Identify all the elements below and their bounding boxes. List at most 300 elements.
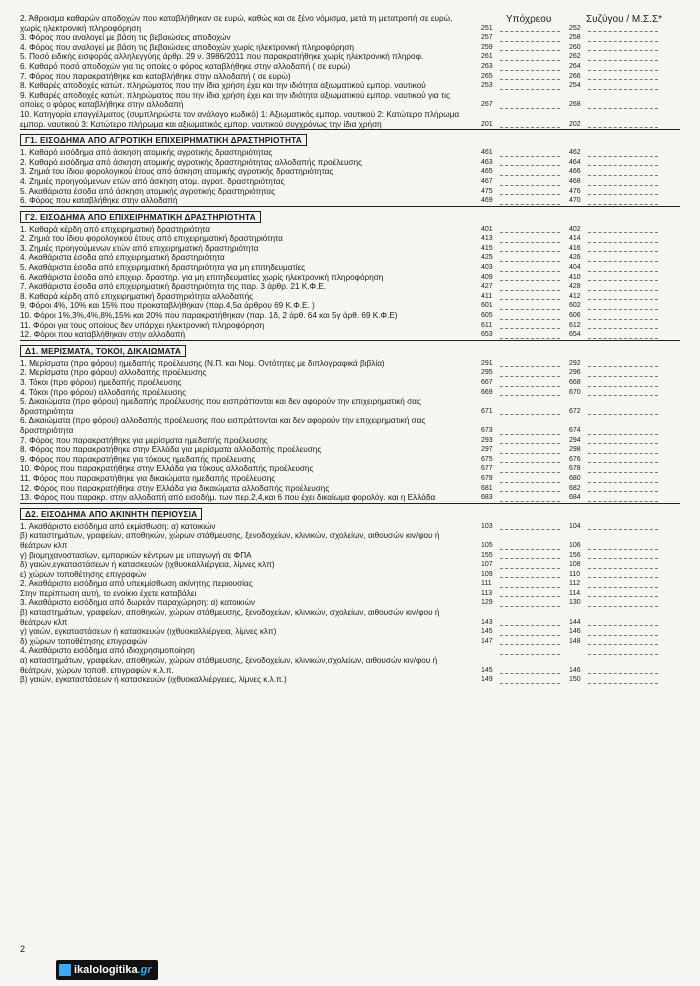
form-row bbox=[20, 91, 680, 110]
row-label: 10. Φόρος που παρακρατήθηκε στην Ελλάδα για τόκους αλλοδαπής προέλευσης bbox=[20, 464, 314, 474]
row-label: 8. Φόρος που παρακρατήθηκε στην Ελλάδα για μερίσματα αλλοδαπής προέλευσης bbox=[20, 445, 322, 455]
field-code-taxpayer: 113 bbox=[481, 589, 493, 597]
field-code-spouse: 464 bbox=[569, 158, 581, 166]
section-title: Γ1. ΕΙΣΟΔΗΜΑ ΑΠΟ ΑΓΡΟΤΙΚΗ ΕΠΙΧΕΙΡΗΜΑΤΙΚΗ ΔΡΑΣΤΗΡΙΟΤΗΤΑ bbox=[20, 134, 307, 146]
row-label: 1. Μερίσματα (προ φόρου) ημεδαπής προέλευσης (Ν.Π. και Νομ. Οντότητες με διπλογραφικά βιβλία) bbox=[20, 358, 385, 368]
field-code-taxpayer: 461 bbox=[481, 149, 493, 157]
form-row bbox=[20, 589, 680, 599]
field-code-taxpayer: 653 bbox=[481, 331, 493, 339]
row-fields bbox=[465, 272, 680, 282]
row-label: 5. Δικαιώματα (προ φόρου) ημεδαπής προέλευσης που εισπράττονται και δεν αφορούν την επιχειρηματική σας δραστηριότητα bbox=[20, 397, 421, 416]
row-fields bbox=[465, 387, 680, 397]
section-rule bbox=[20, 340, 680, 341]
field-code-spouse: 612 bbox=[569, 321, 581, 329]
row-fields bbox=[465, 243, 680, 253]
field-code-spouse: 146 bbox=[569, 666, 581, 674]
row-label: 10. Φόροι 1%,3%,4%,8%,15% και 20% που παρακρατήθηκαν (παρ. 1δ, 2 άρθ. 64 και 5γ άρθ. 69 Κ.Φ.Ε) bbox=[20, 311, 398, 321]
row-fields bbox=[465, 282, 680, 292]
row-fields bbox=[465, 62, 680, 72]
row-label: 4. Ακαθάριστο εισόδημα από ιδιοχρησιμοποίηση bbox=[20, 646, 195, 656]
amount-input-taxpayer[interactable] bbox=[500, 529, 560, 530]
row-fields bbox=[465, 445, 680, 455]
form-row bbox=[20, 234, 680, 244]
row-label: 3. Τόκοι (προ φόρου) ημεδαπής προέλευσης bbox=[20, 378, 182, 387]
col-header-spouse: Συζύγου / Μ.Σ.Σ* bbox=[586, 14, 663, 25]
row-fields bbox=[465, 71, 680, 81]
field-code-taxpayer: 601 bbox=[481, 302, 493, 310]
row-fields bbox=[465, 464, 680, 474]
form-row bbox=[20, 531, 680, 550]
row-label: 5. Ακαθάριστα έσοδα από επιχειρηματική δραστηριότητα για μη επιτηδευματίες bbox=[20, 263, 306, 273]
field-code-spouse: 106 bbox=[569, 541, 581, 549]
amount-input-taxpayer[interactable] bbox=[500, 127, 560, 128]
form-row bbox=[20, 187, 680, 197]
row-fields bbox=[465, 598, 680, 608]
field-code-taxpayer: 409 bbox=[481, 273, 493, 281]
row-label: 5. Ακαθάριστα έσοδα από άσκηση ατομικής αγροτικής δραστηριότητας bbox=[20, 186, 276, 196]
form-row bbox=[20, 579, 680, 589]
field-code-taxpayer: 415 bbox=[481, 244, 493, 252]
field-code-taxpayer: 129 bbox=[481, 599, 493, 607]
row-label: 10. Κατηγορία επαγγέλματος (συμπληρώστε τον ανάλογο κωδικό) 1: Αξιωματικός εμπορ. ναυτικού 2: Κατώτερο πλήρωμα εμπορ. ναυτικού 3: Κατώτερο πλήρωμα και αξιωματικός εμπορ. ναυτικού συγχρόνως την ίδια χρήση bbox=[20, 109, 460, 129]
row-fields bbox=[465, 42, 680, 52]
form-row bbox=[20, 493, 680, 503]
row-fields bbox=[465, 23, 680, 33]
field-code-spouse: 146 bbox=[569, 628, 581, 636]
row-fields bbox=[465, 301, 680, 311]
field-code-taxpayer: 669 bbox=[481, 388, 493, 396]
row-label: 4. Ζημιές προηγούμενων ετών από άσκηση ατομ. αγροτ. δραστηριότητας bbox=[20, 176, 285, 186]
field-code-taxpayer: 401 bbox=[481, 225, 493, 233]
page-number: 2 bbox=[20, 944, 26, 954]
form-row bbox=[20, 263, 680, 273]
row-fields bbox=[465, 148, 680, 158]
amount-input-spouse[interactable] bbox=[588, 204, 658, 205]
form-row bbox=[20, 158, 680, 168]
field-code-spouse: 466 bbox=[569, 168, 581, 176]
form-row bbox=[20, 646, 680, 656]
row-fields bbox=[465, 550, 680, 560]
amount-input-taxpayer[interactable] bbox=[500, 108, 560, 109]
row-fields bbox=[465, 627, 680, 637]
row-fields bbox=[465, 52, 680, 62]
form-row bbox=[20, 637, 680, 647]
field-code-taxpayer: 675 bbox=[481, 455, 493, 463]
field-code-taxpayer: 667 bbox=[481, 379, 493, 386]
row-fields bbox=[465, 541, 680, 551]
field-code-taxpayer: 681 bbox=[481, 484, 493, 492]
row-fields bbox=[465, 378, 680, 388]
amount-input-taxpayer[interactable] bbox=[500, 606, 560, 607]
row-fields bbox=[465, 291, 680, 301]
row-label: 1. Καθαρό εισόδημα από άσκηση ατομικής αγροτικής δραστηριότητας bbox=[20, 148, 273, 158]
field-code-taxpayer: 413 bbox=[481, 235, 493, 243]
row-fields bbox=[465, 167, 680, 177]
field-code-spouse: 296 bbox=[569, 369, 581, 377]
field-code-spouse: 150 bbox=[569, 676, 581, 684]
field-code-spouse: 682 bbox=[569, 484, 581, 492]
row-fields bbox=[465, 493, 680, 503]
amount-input-taxpayer[interactable] bbox=[500, 89, 560, 90]
form-row bbox=[20, 656, 680, 675]
row-fields bbox=[465, 224, 680, 234]
row-fields bbox=[465, 646, 680, 656]
field-code-taxpayer: 147 bbox=[481, 637, 493, 645]
field-code-spouse: 148 bbox=[569, 637, 581, 645]
row-fields bbox=[465, 196, 680, 206]
row-fields bbox=[465, 579, 680, 589]
row-fields bbox=[465, 358, 680, 368]
form-row bbox=[20, 167, 680, 177]
field-code-taxpayer: 467 bbox=[481, 177, 493, 185]
field-code-taxpayer: 263 bbox=[481, 62, 493, 70]
form-row bbox=[20, 110, 680, 129]
field-code-taxpayer: 403 bbox=[481, 264, 493, 272]
form-row bbox=[20, 62, 680, 72]
field-code-taxpayer: 201 bbox=[481, 120, 493, 128]
row-label: 9. Φόροι 4%, 10% και 15% που προκαταβλήθηκαν (παρ.4,5α άρθρου 69 Κ.Φ.Ε. ) bbox=[20, 301, 315, 311]
amount-input-taxpayer[interactable] bbox=[500, 654, 560, 655]
logo-icon bbox=[59, 964, 71, 976]
field-code-spouse: 670 bbox=[569, 388, 581, 396]
field-code-spouse: 268 bbox=[569, 101, 581, 109]
row-label: 13. Φόρος που παρακρ. στην αλλοδαπή από εισοδήμ. των περ.2,4,και 6 που έχει δικαίωμα φορολόγ. και η Ελλάδα bbox=[20, 493, 436, 503]
row-label: 2. Άθροισμα καθαρών αποδοχών που καταβλήθηκαν σε ευρώ, καθώς και σε ξένο νόμισμα, μετά τη μετατροπή σε ευρώ, χωρίς ηλεκτρονική πληροφόρηση bbox=[20, 14, 453, 33]
form-row bbox=[20, 43, 680, 53]
row-label: β) καταστημάτων, γραφείων, αποθηκών, χώρων στάθμευσης, ξενοδοχείων, κλινικών, σχολείων, αιθουσών κιν/φου ή θεάτρων κλπ bbox=[20, 531, 440, 550]
row-label: 7. Φόρος που παρακρατήθηκε για μερίσματα ημεδαπής προέλευσης bbox=[20, 435, 268, 445]
form-row bbox=[20, 301, 680, 311]
row-fields bbox=[465, 186, 680, 196]
row-fields bbox=[465, 330, 680, 340]
row-fields bbox=[465, 100, 680, 110]
field-code-spouse: 130 bbox=[569, 599, 581, 607]
row-fields bbox=[465, 474, 680, 484]
field-code-spouse: 672 bbox=[569, 407, 581, 415]
field-code-spouse: 110 bbox=[569, 570, 581, 578]
row-label: 12. Φόρος που παρακρατήθηκε στην Ελλάδα για δικαιώματα αλλοδαπής προέλευσης bbox=[20, 483, 330, 493]
row-label: 1. Καθαρά κέρδη από επιχειρηματική δραστηριότητα bbox=[20, 224, 211, 234]
field-code-spouse: 462 bbox=[569, 149, 581, 157]
field-code-taxpayer: 425 bbox=[481, 254, 493, 262]
field-code-spouse: 254 bbox=[569, 82, 581, 90]
row-label: 3. Ακαθάριστο εισόδημα από δωρεάν παραχώρηση: α) κατοικιών bbox=[20, 598, 255, 608]
field-code-taxpayer: 103 bbox=[481, 522, 493, 530]
row-fields bbox=[465, 588, 680, 598]
form-row bbox=[20, 608, 680, 627]
form-row bbox=[20, 148, 680, 158]
row-label: 7. Ακαθάριστα έσοδα από επιχειρηματική δραστηριότητα της παρ. 3 άρθρ. 21 Κ.Φ.Ε. bbox=[20, 282, 327, 292]
row-fields bbox=[465, 263, 680, 273]
form-row bbox=[20, 627, 680, 637]
row-fields bbox=[465, 157, 680, 167]
field-code-spouse: 678 bbox=[569, 465, 581, 473]
field-code-spouse: 410 bbox=[569, 273, 581, 281]
row-fields bbox=[465, 675, 680, 685]
row-label: 5. Ποσό ειδικής εισφοράς αλληλεγγύης άρθρ. 29 ν. 3986/2011 που παρακρατήθηκε χωρίς ηλεκτρονική πληροφ. bbox=[20, 52, 424, 62]
row-fields bbox=[465, 119, 680, 129]
field-code-taxpayer: 291 bbox=[481, 359, 493, 367]
field-code-taxpayer: 265 bbox=[481, 72, 493, 80]
field-code-taxpayer: 411 bbox=[481, 292, 493, 300]
section-rule bbox=[20, 206, 680, 207]
field-code-taxpayer: 297 bbox=[481, 446, 493, 454]
amount-input-spouse[interactable] bbox=[588, 501, 658, 502]
field-code-spouse: 108 bbox=[569, 561, 581, 569]
row-fields bbox=[465, 320, 680, 330]
row-label: 12. Φόροι που καταβλήθηκαν στην αλλοδαπή bbox=[20, 330, 186, 340]
form-row bbox=[20, 52, 680, 62]
form-row bbox=[20, 14, 680, 33]
row-label: 9. Φόρος που παρακρατήθηκε για τόκους ημεδαπής προέλευσης bbox=[20, 454, 256, 464]
field-code-taxpayer: 679 bbox=[481, 474, 493, 482]
field-code-taxpayer: 671 bbox=[481, 407, 493, 415]
field-code-spouse: 260 bbox=[569, 43, 581, 51]
form-row bbox=[20, 560, 680, 570]
row-label: 7. Φόρος που παρακρατήθηκε και καταβλήθηκε στην αλλοδαπή ( σε ευρώ) bbox=[20, 71, 291, 81]
row-fields bbox=[465, 406, 680, 416]
field-code-taxpayer: 673 bbox=[481, 426, 493, 434]
field-code-taxpayer: 105 bbox=[481, 541, 493, 549]
field-code-taxpayer: 463 bbox=[481, 158, 493, 166]
form-row bbox=[20, 282, 680, 292]
row-label: β) γαιών, εγκαταστάσεων ή κατασκευών (ιχθυοκαλλιέργειες, λίμνες κ.λ.π.) bbox=[20, 675, 287, 685]
amount-input-spouse[interactable] bbox=[588, 606, 658, 607]
field-code-spouse: 264 bbox=[569, 62, 581, 70]
form-row bbox=[20, 330, 680, 340]
amount-input-spouse[interactable] bbox=[588, 529, 658, 530]
row-label: ε) χώρων τοποθέτησης επιγραφών bbox=[20, 569, 147, 579]
row-label: 6. Δικαιώματα (προ φόρου) αλλοδαπής προέλευσης που εισπράττονται και δεν αφορούν την επιχειρηματική σας δραστηριότητα bbox=[20, 416, 426, 435]
row-label: β) καταστημάτων, γραφείων, αποθηκών, χώρων στάθμευσης, ξενοδοχείων, κλινικών, σχολείων, αιθουσών κιν/φου ή θεάτρων κλπ bbox=[20, 608, 440, 627]
form-row bbox=[20, 397, 680, 416]
row-label: 4. Ακαθάριστα έσοδα από επιχειρηματική δραστηριότητα bbox=[20, 253, 225, 263]
row-fields bbox=[465, 454, 680, 464]
row-fields bbox=[465, 560, 680, 570]
amount-input-spouse[interactable] bbox=[588, 395, 658, 396]
row-fields bbox=[465, 521, 680, 531]
amount-input-spouse[interactable] bbox=[588, 127, 658, 128]
row-label: 4. Φόρος που αναλογεί με βάση τις βεβαιώσεις αποδοχών χωρίς ηλεκτρονική πληροφόρηση bbox=[20, 42, 354, 52]
form-row bbox=[20, 455, 680, 465]
form-row bbox=[20, 253, 680, 263]
field-code-spouse: 404 bbox=[569, 264, 581, 272]
field-code-taxpayer: 427 bbox=[481, 283, 493, 291]
field-code-spouse: 112 bbox=[569, 580, 581, 588]
field-code-spouse: 468 bbox=[569, 177, 581, 185]
form-row bbox=[20, 570, 680, 580]
form-row bbox=[20, 368, 680, 378]
row-label: 11. Φόροι για τους οποίους δεν υπάρχει ηλεκτρονική πληροφόρηση bbox=[20, 320, 265, 330]
field-code-spouse: 668 bbox=[569, 379, 581, 386]
form-row bbox=[20, 436, 680, 446]
form-row bbox=[20, 196, 680, 206]
row-label: 2. Μερίσματα (προ φόρου) αλλοδαπής προέλευσης bbox=[20, 368, 207, 378]
field-code-taxpayer: 677 bbox=[481, 465, 493, 473]
field-code-taxpayer: 605 bbox=[481, 312, 493, 320]
field-code-spouse: 676 bbox=[569, 455, 581, 463]
field-code-spouse: 606 bbox=[569, 312, 581, 320]
field-code-taxpayer: 143 bbox=[481, 618, 493, 626]
field-code-taxpayer: 465 bbox=[481, 168, 493, 176]
field-code-taxpayer: 267 bbox=[481, 101, 493, 109]
form-row bbox=[20, 551, 680, 561]
form-row bbox=[20, 177, 680, 187]
field-code-spouse: 104 bbox=[569, 522, 581, 530]
form-row bbox=[20, 522, 680, 532]
field-code-spouse: 426 bbox=[569, 254, 581, 262]
field-code-taxpayer: 259 bbox=[481, 43, 493, 51]
section-title: Γ2. ΕΙΣΟΔΗΜΑ ΑΠΟ ΕΠΙΧΕΙΡΗΜΑΤΙΚΗ ΔΡΑΣΤΗΡΙΟΤΗΤΑ bbox=[20, 211, 261, 223]
form-row bbox=[20, 359, 680, 369]
row-label: 6. Καθαρό ποσό αποδοχών για τις οποίες ο φόρος καταβλήθηκε στην αλλοδαπή ( σε ευρώ) bbox=[20, 61, 351, 71]
field-code-taxpayer: 683 bbox=[481, 494, 493, 502]
field-code-taxpayer: 109 bbox=[481, 570, 493, 578]
row-label: Στην περίπτωση αυτή, το ενοίκιο έχετε καταβάλει bbox=[20, 588, 197, 598]
row-fields bbox=[465, 368, 680, 378]
field-code-taxpayer: 111 bbox=[481, 580, 492, 588]
tax-form bbox=[20, 14, 680, 685]
row-fields bbox=[465, 426, 680, 436]
field-code-taxpayer: 257 bbox=[481, 34, 493, 42]
field-code-taxpayer: 261 bbox=[481, 53, 493, 61]
row-label: 6. Φόρος που καταβλήθηκε στην αλλοδαπή bbox=[20, 196, 178, 206]
field-code-spouse: 412 bbox=[569, 292, 581, 300]
row-fields bbox=[465, 33, 680, 43]
field-code-taxpayer: 251 bbox=[481, 24, 493, 32]
field-code-taxpayer: 253 bbox=[481, 82, 493, 90]
row-label: 4. Τόκοι (προ φόρου) αλλοδαπής προέλευσης bbox=[20, 387, 187, 397]
row-label: γ) βιομηχανοστασίων, εμπορικών κέντρων με υπαγωγή σε ΦΠΑ bbox=[20, 550, 252, 560]
form-row bbox=[20, 598, 680, 608]
section-title: Δ1. ΜΕΡΙΣΜΑΤΑ, ΤΟΚΟΙ, ΔΙΚΑΙΩΜΑΤΑ bbox=[20, 345, 186, 357]
field-code-spouse: 414 bbox=[569, 235, 581, 243]
form-row bbox=[20, 311, 680, 321]
row-label: 8. Καθαρές αποδοχές κατώτ. πληρώματος που την ίδια χρήση έχει και την ιδιότητα αξιωματικού εμπορ. ναυτικού bbox=[20, 81, 426, 91]
field-code-spouse: 476 bbox=[569, 187, 581, 195]
row-label: 2. Ζημιά του ίδιου φορολογικού έτους από επιχειρηματική δραστηριότητα bbox=[20, 234, 283, 244]
row-label: 9. Καθαρές αποδοχές κατώτ. πληρώματος που την ίδια χρήση έχει και την ιδιότητα αξιωματικού εμπορ. ναυτικού για τις οποίες ο φόρος καταβλήθηκε στην αλλοδαπή bbox=[20, 90, 450, 110]
field-code-spouse: 292 bbox=[569, 359, 581, 367]
amount-input-taxpayer[interactable] bbox=[500, 683, 560, 684]
form-row bbox=[20, 33, 680, 43]
field-code-spouse: 402 bbox=[569, 225, 581, 233]
amount-input-spouse[interactable] bbox=[588, 654, 658, 655]
row-label: 2. Ακαθάριστο εισόδημα από υπεκμίσθωση ακίνητης περιουσίας bbox=[20, 579, 253, 589]
field-code-spouse: 674 bbox=[569, 426, 581, 434]
row-fields bbox=[465, 435, 680, 445]
form-row bbox=[20, 445, 680, 455]
field-code-spouse: 654 bbox=[569, 331, 581, 339]
field-code-taxpayer: 149 bbox=[481, 676, 493, 684]
amount-input-taxpayer[interactable] bbox=[500, 395, 560, 396]
field-code-spouse: 680 bbox=[569, 474, 581, 482]
field-code-taxpayer: 145 bbox=[481, 666, 493, 674]
field-code-taxpayer: 469 bbox=[481, 197, 493, 205]
field-code-spouse: 202 bbox=[569, 120, 581, 128]
logo-suffix: .gr bbox=[137, 964, 152, 976]
field-code-spouse: 298 bbox=[569, 446, 581, 454]
form-row bbox=[20, 321, 680, 331]
field-code-taxpayer: 295 bbox=[481, 369, 493, 377]
col-header-taxpayer: Υπόχρεου bbox=[506, 14, 552, 25]
amount-input-spouse[interactable] bbox=[588, 683, 658, 684]
form-row bbox=[20, 244, 680, 254]
row-fields bbox=[465, 81, 680, 91]
form-row bbox=[20, 378, 680, 388]
field-code-taxpayer: 293 bbox=[481, 436, 493, 444]
row-label: δ) χώρων τοποθέτησης επιγραφών bbox=[20, 636, 148, 646]
row-label: 1. Ακαθάριστο εισόδημα από εκμίσθωση: α) κατοικιών bbox=[20, 521, 216, 531]
row-label: 3. Ζημιές προηγούμενων ετών από επιχειρηματική δραστηριότητα bbox=[20, 243, 259, 253]
amount-input-taxpayer[interactable] bbox=[500, 338, 560, 339]
logo-text: ikalologitika bbox=[74, 964, 138, 976]
amount-input-taxpayer[interactable] bbox=[500, 501, 560, 502]
field-code-spouse: 684 bbox=[569, 494, 581, 502]
row-fields bbox=[465, 177, 680, 187]
row-fields bbox=[465, 569, 680, 579]
amount-input-taxpayer[interactable] bbox=[500, 414, 560, 415]
field-code-spouse: 262 bbox=[569, 53, 581, 61]
row-label: 3. Φόρος που αναλογεί με βάση τις βεβαιώσεις αποδοχών bbox=[20, 33, 231, 43]
field-code-taxpayer: 155 bbox=[481, 551, 493, 559]
row-fields bbox=[465, 483, 680, 493]
field-code-spouse: 114 bbox=[569, 589, 581, 597]
row-fields bbox=[465, 253, 680, 263]
amount-input-spouse[interactable] bbox=[588, 108, 658, 109]
field-code-taxpayer: 475 bbox=[481, 187, 493, 195]
field-code-spouse: 602 bbox=[569, 302, 581, 310]
row-label: 2. Καθαρό εισόδημα από άσκηση ατομικής αγροτικής δραστηριότητας αλλοδαπής προέλευσης bbox=[20, 157, 362, 167]
field-code-spouse: 144 bbox=[569, 618, 581, 626]
amount-input-spouse[interactable] bbox=[588, 338, 658, 339]
field-code-taxpayer: 145 bbox=[481, 628, 493, 636]
field-code-spouse: 470 bbox=[569, 197, 581, 205]
form-row bbox=[20, 416, 680, 435]
section-rule bbox=[20, 503, 680, 504]
field-code-spouse: 266 bbox=[569, 72, 581, 80]
form-row bbox=[20, 81, 680, 91]
section-title: Δ2. ΕΙΣΟΔΗΜΑ ΑΠΟ ΑΚΙΝΗΤΗ ΠΕΡΙΟΥΣΙΑ bbox=[20, 508, 202, 520]
amount-input-spouse[interactable] bbox=[588, 89, 658, 90]
row-fields bbox=[465, 234, 680, 244]
form-row bbox=[20, 273, 680, 283]
field-code-taxpayer: 107 bbox=[481, 561, 493, 569]
field-code-taxpayer: 611 bbox=[481, 321, 493, 329]
section-rule bbox=[20, 129, 680, 130]
row-fields bbox=[465, 665, 680, 675]
row-label: α) καταστημάτων, γραφείων, αποθηκών, χώρων στάθμευσης, ξενοδοχείων, κλινικών,σχολείων, αιθουσών κιν/φου ή θεάτρων, χώρων τοποθ. επιγραφών κ.λ.π. bbox=[20, 656, 438, 675]
row-label: γ) γαιών, εγκαταστάσεων ή κατασκευών (ιχθυοκαλλιέργεια, λίμνες κλπ) bbox=[20, 627, 277, 637]
form-row bbox=[20, 72, 680, 82]
row-fields bbox=[465, 617, 680, 627]
form-row bbox=[20, 388, 680, 398]
field-code-spouse: 428 bbox=[569, 283, 581, 291]
field-code-spouse: 294 bbox=[569, 436, 581, 444]
form-row bbox=[20, 292, 680, 302]
field-code-spouse: 252 bbox=[569, 24, 581, 32]
row-label: 11. Φόρος που παρακρατήθηκε για δικαιώματα ημεδαπής προέλευσης bbox=[20, 473, 276, 483]
amount-input-spouse[interactable] bbox=[588, 414, 658, 415]
form-row bbox=[20, 464, 680, 474]
site-logo bbox=[56, 960, 158, 980]
amount-input-taxpayer[interactable] bbox=[500, 204, 560, 205]
row-label: 6. Ακαθάριστα έσοδα από επιχειρ. δραστηρ. για μη επιτηδευματίες χωρίς ηλεκτρονική πληροφόρηση bbox=[20, 272, 384, 282]
row-fields bbox=[465, 311, 680, 321]
field-code-spouse: 156 bbox=[569, 551, 581, 559]
form-row bbox=[20, 474, 680, 484]
form-row bbox=[20, 484, 680, 494]
